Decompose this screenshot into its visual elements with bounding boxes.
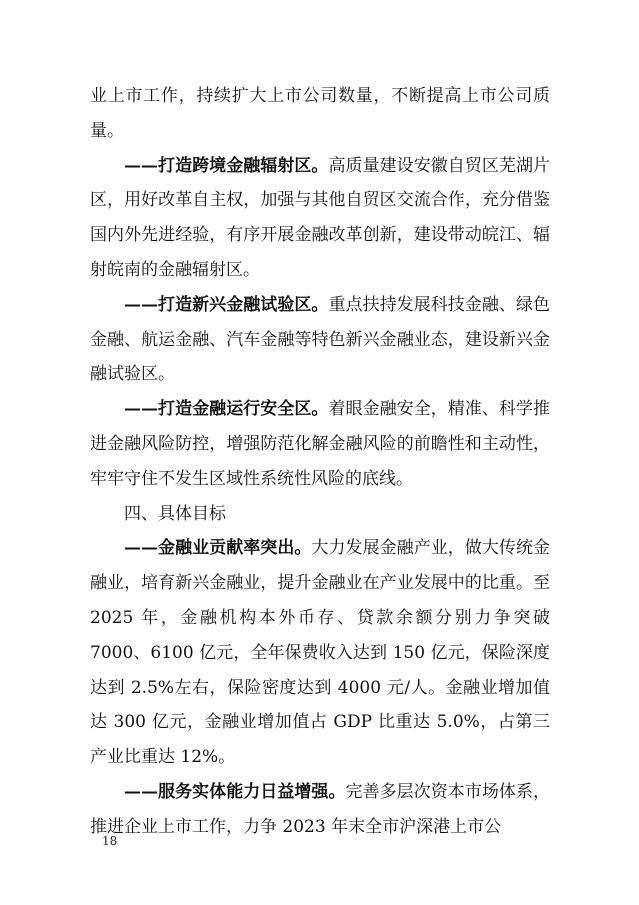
page-number: 18 bbox=[102, 834, 118, 848]
paragraph-text: 高质量建设安徽自贸区芜湖片区，用好改革自主权，加强与其他自贸区交流合作，充分借鉴国内外先进经验，有序开展金融改革创新，建设带动皖江、辐射皖南的金融辐射区。 bbox=[90, 155, 551, 280]
paragraph-emerging-finance bbox=[90, 288, 550, 392]
paragraph-real-economy-service bbox=[90, 775, 550, 845]
paragraph-text: 大力发展金融产业，做大传统金融业，培育新兴金融业，提升金融业在产业发展中的比重。至 2025 年，金融机构本外币存、贷款余额分别力争突破 7000、6100 亿元，全年保费收入达到 150 亿元，保险深度达到 2.5%左右，保险密度达到 4000 元/人。金融业增加值达 300 亿元，金融业增加值占 GDP 比重达 5.0%，占第三产业比重达 12%。 bbox=[90, 538, 551, 768]
paragraph-cross-border-finance bbox=[90, 149, 550, 288]
paragraph-finance-safety bbox=[90, 392, 550, 496]
paragraph-lead: ——打造金融运行安全区。 bbox=[124, 399, 329, 420]
paragraph-lead: ——打造新兴金融试验区。 bbox=[124, 294, 329, 315]
paragraph-lead: ——金融业贡献率突出。 bbox=[124, 538, 312, 559]
paragraph-text: 业上市工作，持续扩大上市公司数量，不断提高上市公司质量。 bbox=[90, 86, 550, 141]
paragraph-text: 重点扶持发展科技金融、绿色金融、航运金融、汽车金融等特色新兴金融业态，建设新兴金融试验区。 bbox=[90, 294, 551, 385]
paragraph-continuation bbox=[90, 79, 550, 149]
document-body bbox=[90, 79, 550, 845]
section-heading: 四、具体目标 bbox=[124, 503, 226, 524]
paragraph-lead: ——服务实体能力日益增强。 bbox=[124, 781, 346, 802]
paragraph-text: 完善多层次资本市场体系，推进企业上市工作，力争 2023 年末全市沪深港上市公 bbox=[90, 781, 551, 837]
paragraph-text: 着眼金融安全，精准、科学推进金融风险防控，增强防范化解金融风险的前瞻性和主动性，牢牢守住不发生区域性系统性风险的底线。 bbox=[90, 399, 551, 489]
paragraph-finance-contribution bbox=[90, 531, 550, 775]
paragraph-lead: ——打造跨境金融辐射区。 bbox=[124, 155, 329, 176]
